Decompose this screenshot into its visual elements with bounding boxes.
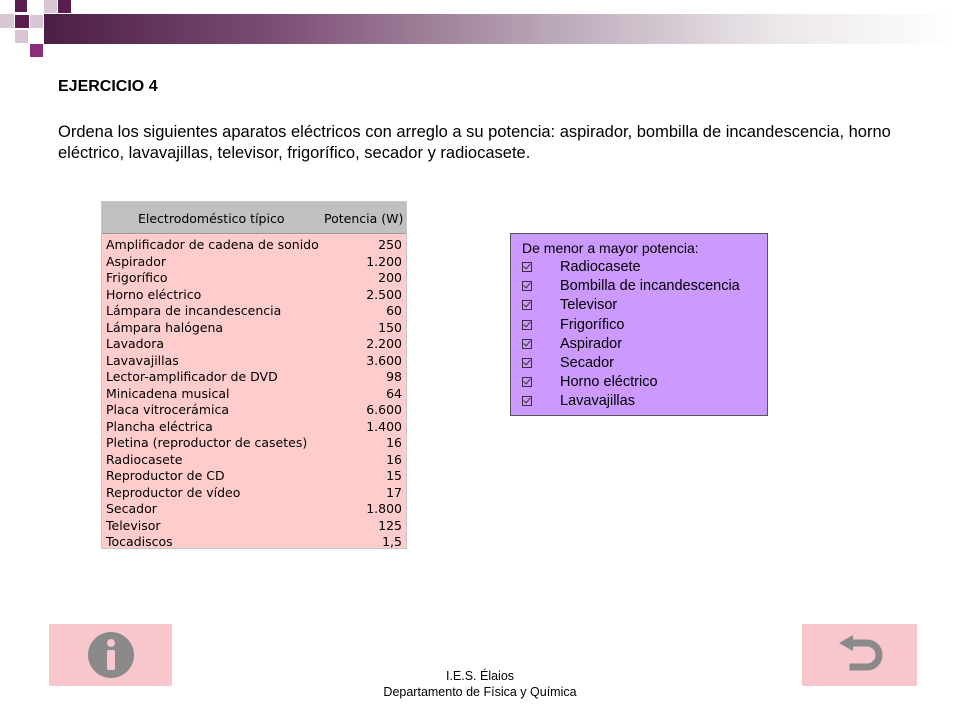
power-value: 1,5 (382, 534, 402, 549)
power-value: 16 (386, 435, 402, 450)
decor-square (15, 30, 28, 43)
table-row (102, 254, 406, 271)
appliance-name: Lector-amplificador de DVD (106, 369, 278, 384)
power-value: 60 (386, 303, 402, 318)
appliance-name: Plancha eléctrica (106, 418, 213, 434)
decor-square (30, 15, 43, 28)
list-item-label: Televisor (560, 297, 618, 314)
answer-box (510, 233, 768, 416)
list-item-label: Frigorífico (560, 316, 625, 333)
table-row (102, 353, 406, 370)
table-row (102, 270, 406, 287)
checkbox-checked-icon (522, 358, 532, 368)
checkbox-checked-icon (522, 300, 532, 310)
answer-heading: De menor a mayor potencia: (522, 240, 699, 256)
power-value: 64 (386, 385, 402, 401)
appliance-name: Frigorífico (106, 270, 168, 285)
checkbox-checked-icon (522, 396, 532, 406)
power-value: 250 (378, 237, 402, 252)
power-value: 3.600 (366, 352, 402, 368)
table-row (102, 518, 406, 535)
appliance-name: Televisor (106, 517, 161, 533)
appliance-name: Amplificador de cadena de sonido (106, 237, 319, 252)
appliance-name: Lámpara halógena (106, 319, 224, 335)
decor-square (0, 14, 14, 28)
table-row (102, 237, 406, 254)
decor-square (44, 0, 57, 13)
power-value: 17 (386, 484, 402, 500)
table-row (102, 485, 406, 502)
appliance-name: Secador (106, 501, 157, 516)
list-item-label: Radiocasete (560, 259, 641, 275)
checkbox-checked-icon (522, 339, 532, 349)
header-gradient-bar (44, 14, 956, 44)
power-value: 98 (386, 369, 402, 384)
appliance-name: Pletina (reproductor de casetes) (106, 435, 308, 450)
power-value: 1.400 (366, 418, 402, 434)
table-row (102, 419, 406, 436)
checkbox-checked-icon (522, 377, 532, 387)
power-value: 125 (378, 517, 402, 533)
appliance-name: Radiocasete (106, 451, 183, 467)
checkbox-checked-icon (522, 281, 532, 291)
list-item-label: Lavavajillas (560, 393, 635, 410)
power-value: 1.800 (366, 501, 402, 516)
table-row (102, 336, 406, 353)
decor-square (15, 15, 29, 28)
power-value: 6.600 (366, 402, 402, 417)
footer-department: Departamento de Física y Química (383, 685, 577, 699)
table-row (102, 435, 406, 452)
power-value: 2.500 (366, 286, 402, 302)
appliance-name: Reproductor de CD (106, 468, 225, 483)
power-value: 200 (378, 270, 402, 285)
decor-square (30, 44, 43, 57)
table-header (102, 202, 406, 234)
instruction-text: Ordena los siguientes aparatos eléctricos con arreglo a su potencia: aspirador, bombilla de incandescencia, horno eléctrico, lavavajillas, televisor, frigorífico, secador y radiocasete. (58, 123, 891, 162)
appliance-name: Placa vitrocerámica (106, 402, 230, 417)
list-item-label: Secador (560, 354, 615, 371)
appliance-name: Lavavajillas (106, 352, 179, 368)
table-row (102, 534, 406, 551)
appliance-name: Reproductor de vídeo (106, 484, 241, 500)
table-row (102, 369, 406, 386)
appliance-name: Aspirador (106, 253, 166, 269)
table-body (102, 237, 406, 551)
list-item-label: Bombilla de incandescencia (560, 278, 740, 295)
power-table (101, 201, 407, 549)
decor-square (58, 0, 71, 13)
checkbox-checked-icon (522, 320, 532, 330)
table-row (102, 501, 406, 518)
power-value: 15 (386, 468, 402, 483)
table-row (102, 468, 406, 485)
appliance-name: Tocadiscos (106, 534, 173, 549)
appliance-name: Lámpara de incandescencia (106, 303, 282, 318)
checkbox-checked-icon (522, 262, 532, 272)
appliance-name: Horno eléctrico (106, 286, 202, 302)
table-row (102, 386, 406, 403)
table-row (102, 303, 406, 320)
appliance-name: Lavadora (106, 336, 165, 351)
table-row (102, 320, 406, 337)
power-value: 2.200 (366, 336, 402, 351)
table-row (102, 287, 406, 304)
decor-square (15, 0, 27, 12)
appliance-name: Minicadena musical (106, 385, 230, 401)
list-item-label: Aspirador (560, 335, 623, 352)
header-appliance: Electrodoméstico típico (138, 211, 285, 226)
table-row (102, 452, 406, 469)
power-value: 16 (386, 451, 402, 467)
slide-title: EJERCICIO 4 (58, 78, 158, 95)
table-row (102, 402, 406, 419)
footer-school: I.E.S. Élaios (445, 669, 515, 683)
header-power: Potencia (W) (324, 211, 404, 226)
list-item-label: Horno eléctrico (560, 374, 658, 391)
power-value: 1.200 (366, 253, 402, 269)
power-value: 150 (378, 319, 402, 335)
